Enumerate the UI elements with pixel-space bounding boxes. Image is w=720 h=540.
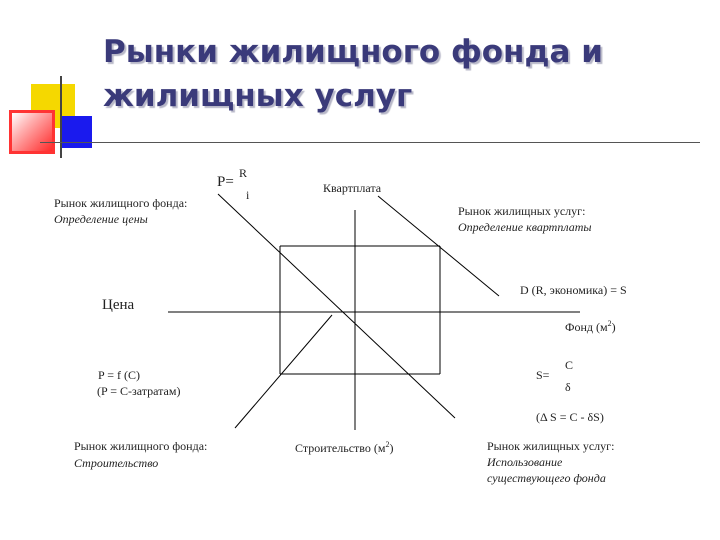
construction-cost-line bbox=[235, 315, 332, 428]
price-rent-line bbox=[218, 194, 455, 418]
cost-line-2: (P = C-затратам) bbox=[97, 384, 181, 398]
s-formula-lhs: S= bbox=[536, 368, 550, 382]
cost-line-1: P = f (C) bbox=[98, 368, 140, 382]
stock-axis-text: Фонд (м bbox=[565, 320, 608, 334]
p-formula-lhs: P= bbox=[217, 174, 234, 190]
q1-title: Рынок жилищного фонда: bbox=[54, 196, 188, 210]
q1-subtitle: Определение цены bbox=[54, 212, 148, 226]
p-formula-numerator: R bbox=[239, 166, 248, 180]
q3-subtitle: Строительство bbox=[74, 456, 159, 470]
q2-subtitle: Определение квартплаты bbox=[458, 220, 592, 234]
p-formula-denominator: i bbox=[246, 188, 250, 202]
stock-axis-label: Фонд $(м^2)$ bbox=[565, 319, 616, 334]
title-line-2: жилищных услуг bbox=[103, 78, 413, 114]
rent-axis-label: Квартплата bbox=[323, 181, 382, 195]
q3-title: Рынок жилищного фонда: bbox=[74, 439, 208, 453]
price-axis-label: Цена bbox=[102, 297, 135, 313]
construction-axis-label: Строительство $(м^2)$ bbox=[295, 440, 394, 455]
q4-subtitle-2: существующего фонда bbox=[487, 471, 606, 485]
q4-title: Рынок жилищных услуг: bbox=[487, 439, 615, 453]
s-formula-denominator: δ bbox=[565, 380, 571, 394]
construction-axis-text: Строительство (м bbox=[295, 441, 386, 455]
delta-formula: (Δ S = C - δS) bbox=[536, 410, 604, 424]
q4-subtitle-1: Использование bbox=[487, 455, 563, 469]
q2-title: Рынок жилищных услуг: bbox=[458, 204, 586, 218]
stock-axis-sup: 2 bbox=[607, 319, 612, 328]
title-line-1: Рынки жилищного фонда и bbox=[103, 34, 603, 70]
demand-label: D (R, экономика) = S bbox=[520, 283, 627, 297]
construction-axis-sup: 2 bbox=[385, 440, 390, 449]
s-formula-numerator: C bbox=[565, 358, 574, 372]
